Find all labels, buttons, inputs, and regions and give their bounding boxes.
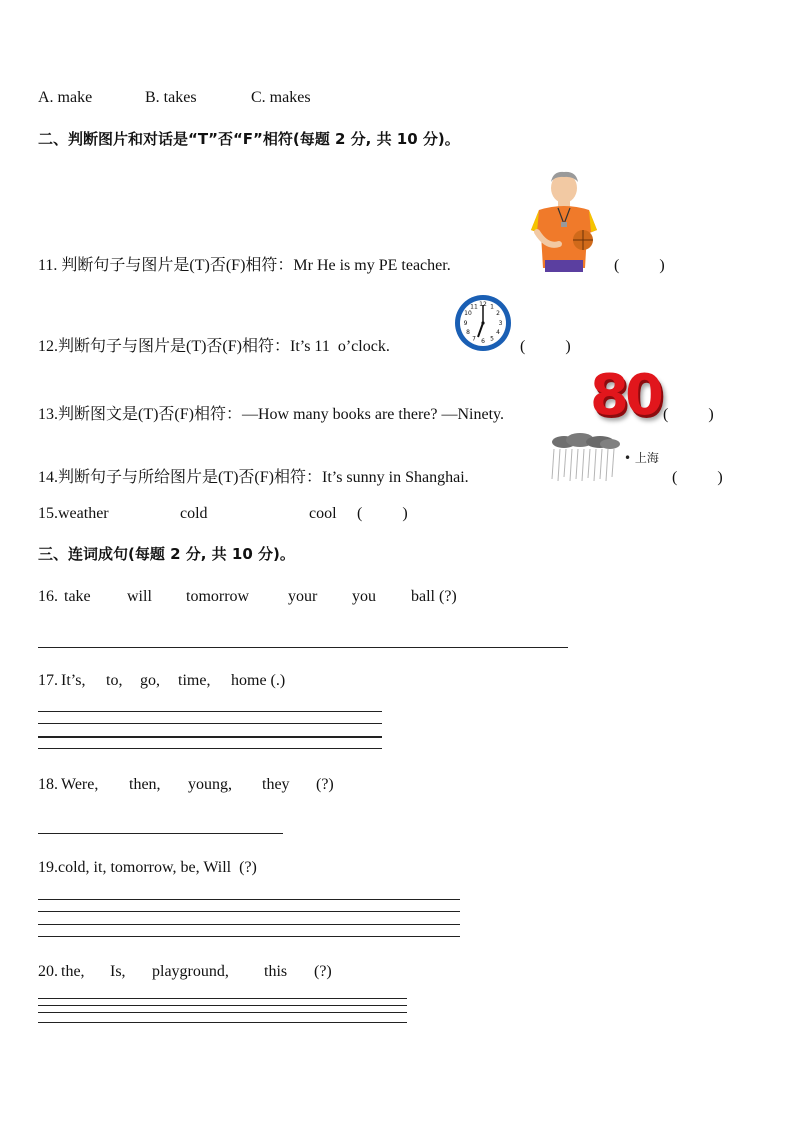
answer-line-18[interactable] (38, 833, 283, 834)
answer-line-17[interactable] (38, 736, 382, 738)
shanghai-label: • 上海 (624, 451, 659, 465)
svg-text:8: 8 (466, 329, 470, 336)
question-15-word-3: cool (309, 505, 337, 522)
q17-word: home (.) (231, 672, 286, 689)
question-12: 12.判断句子与图片是(T)否(F)相符：It’s 11 o’clock. (38, 338, 390, 355)
answer-line-19[interactable] (38, 911, 460, 912)
answer-line-17[interactable] (38, 723, 382, 724)
q18-word: they (262, 776, 290, 793)
svg-text:6: 6 (481, 338, 485, 345)
q20-word: Is, (110, 963, 126, 980)
question-16-number: 16. (38, 588, 58, 605)
question-17-number: 17. (38, 672, 58, 689)
question-13: 13.判断图文是(T)否(F)相符：—How many books are there? —Ninety. (38, 406, 504, 423)
answer-line-16[interactable] (38, 647, 568, 648)
q17-word: time, (178, 672, 211, 689)
answer-blank-13[interactable]: ( ) (663, 406, 714, 423)
question-11: 11. 判断句子与图片是(T)否(F)相符：Mr He is my PE teacher. (38, 257, 451, 274)
rain-cloud-icon (548, 433, 622, 483)
svg-text:2: 2 (496, 310, 500, 317)
svg-text:5: 5 (490, 335, 494, 343)
q20-word: playground, (152, 963, 229, 980)
answer-line-19[interactable] (38, 936, 460, 937)
answer-line-20[interactable] (38, 1005, 407, 1006)
q18-word: Were, (61, 776, 99, 793)
q16-word: take (64, 588, 91, 605)
q16-word: will (127, 588, 152, 605)
answer-blank-12[interactable]: ( ) (520, 338, 571, 355)
option-a: A. make (38, 89, 93, 106)
answer-blank-11[interactable]: ( ) (614, 257, 665, 274)
q20-word: the, (61, 963, 85, 980)
q17-word: It’s, (61, 672, 86, 689)
question-15: 15.weather (38, 505, 109, 522)
answer-line-19[interactable] (38, 924, 460, 925)
q17-word: to, (106, 672, 123, 689)
question-19: 19.cold, it, tomorrow, be, Will (?) (38, 859, 257, 876)
option-b: B. takes (145, 89, 197, 106)
option-c: C. makes (251, 89, 311, 106)
number-80-image: 80 (590, 363, 660, 428)
section-2-title: 二、判断图片和对话是“T”否“F”相符(每题 2 分, 共 10 分)。 (38, 130, 460, 148)
answer-line-20[interactable] (38, 1012, 407, 1013)
q16-word: your (288, 588, 318, 605)
answer-blank-15[interactable]: ( ) (357, 505, 408, 522)
answer-line-19[interactable] (38, 899, 460, 900)
svg-text:12: 12 (479, 301, 487, 308)
answer-line-20[interactable] (38, 1022, 407, 1023)
svg-text:1: 1 (490, 303, 494, 311)
q18-word: (?) (316, 776, 334, 793)
clock-image (453, 293, 513, 353)
q17-word: go, (140, 672, 160, 689)
answer-blank-14[interactable]: ( ) (672, 469, 723, 486)
q18-word: young, (188, 776, 232, 793)
svg-text:9: 9 (463, 320, 468, 327)
answer-line-20[interactable] (38, 998, 407, 999)
pe-teacher-image (527, 168, 601, 272)
answer-line-17[interactable] (38, 748, 382, 749)
q16-word: you (352, 588, 376, 605)
answer-line-17[interactable] (38, 711, 382, 712)
q16-word: tomorrow (186, 588, 250, 605)
section-3-title: 三、连词成句(每题 2 分, 共 10 分)。 (38, 545, 295, 563)
question-20-number: 20. (38, 963, 58, 980)
q20-word: (?) (314, 963, 332, 980)
svg-text:7: 7 (472, 335, 476, 343)
q16-word: ball (?) (411, 588, 457, 605)
svg-text:3: 3 (498, 320, 503, 327)
question-18-number: 18. (38, 776, 58, 793)
q20-word: this (264, 963, 288, 980)
svg-text:10: 10 (464, 310, 472, 317)
svg-text:4: 4 (496, 329, 500, 336)
svg-text:11: 11 (470, 303, 478, 311)
question-15-word-2: cold (180, 505, 208, 522)
q18-word: then, (129, 776, 161, 793)
question-14: 14.判断句子与所给图片是(T)否(F)相符：It’s sunny in Shanghai. (38, 469, 469, 486)
